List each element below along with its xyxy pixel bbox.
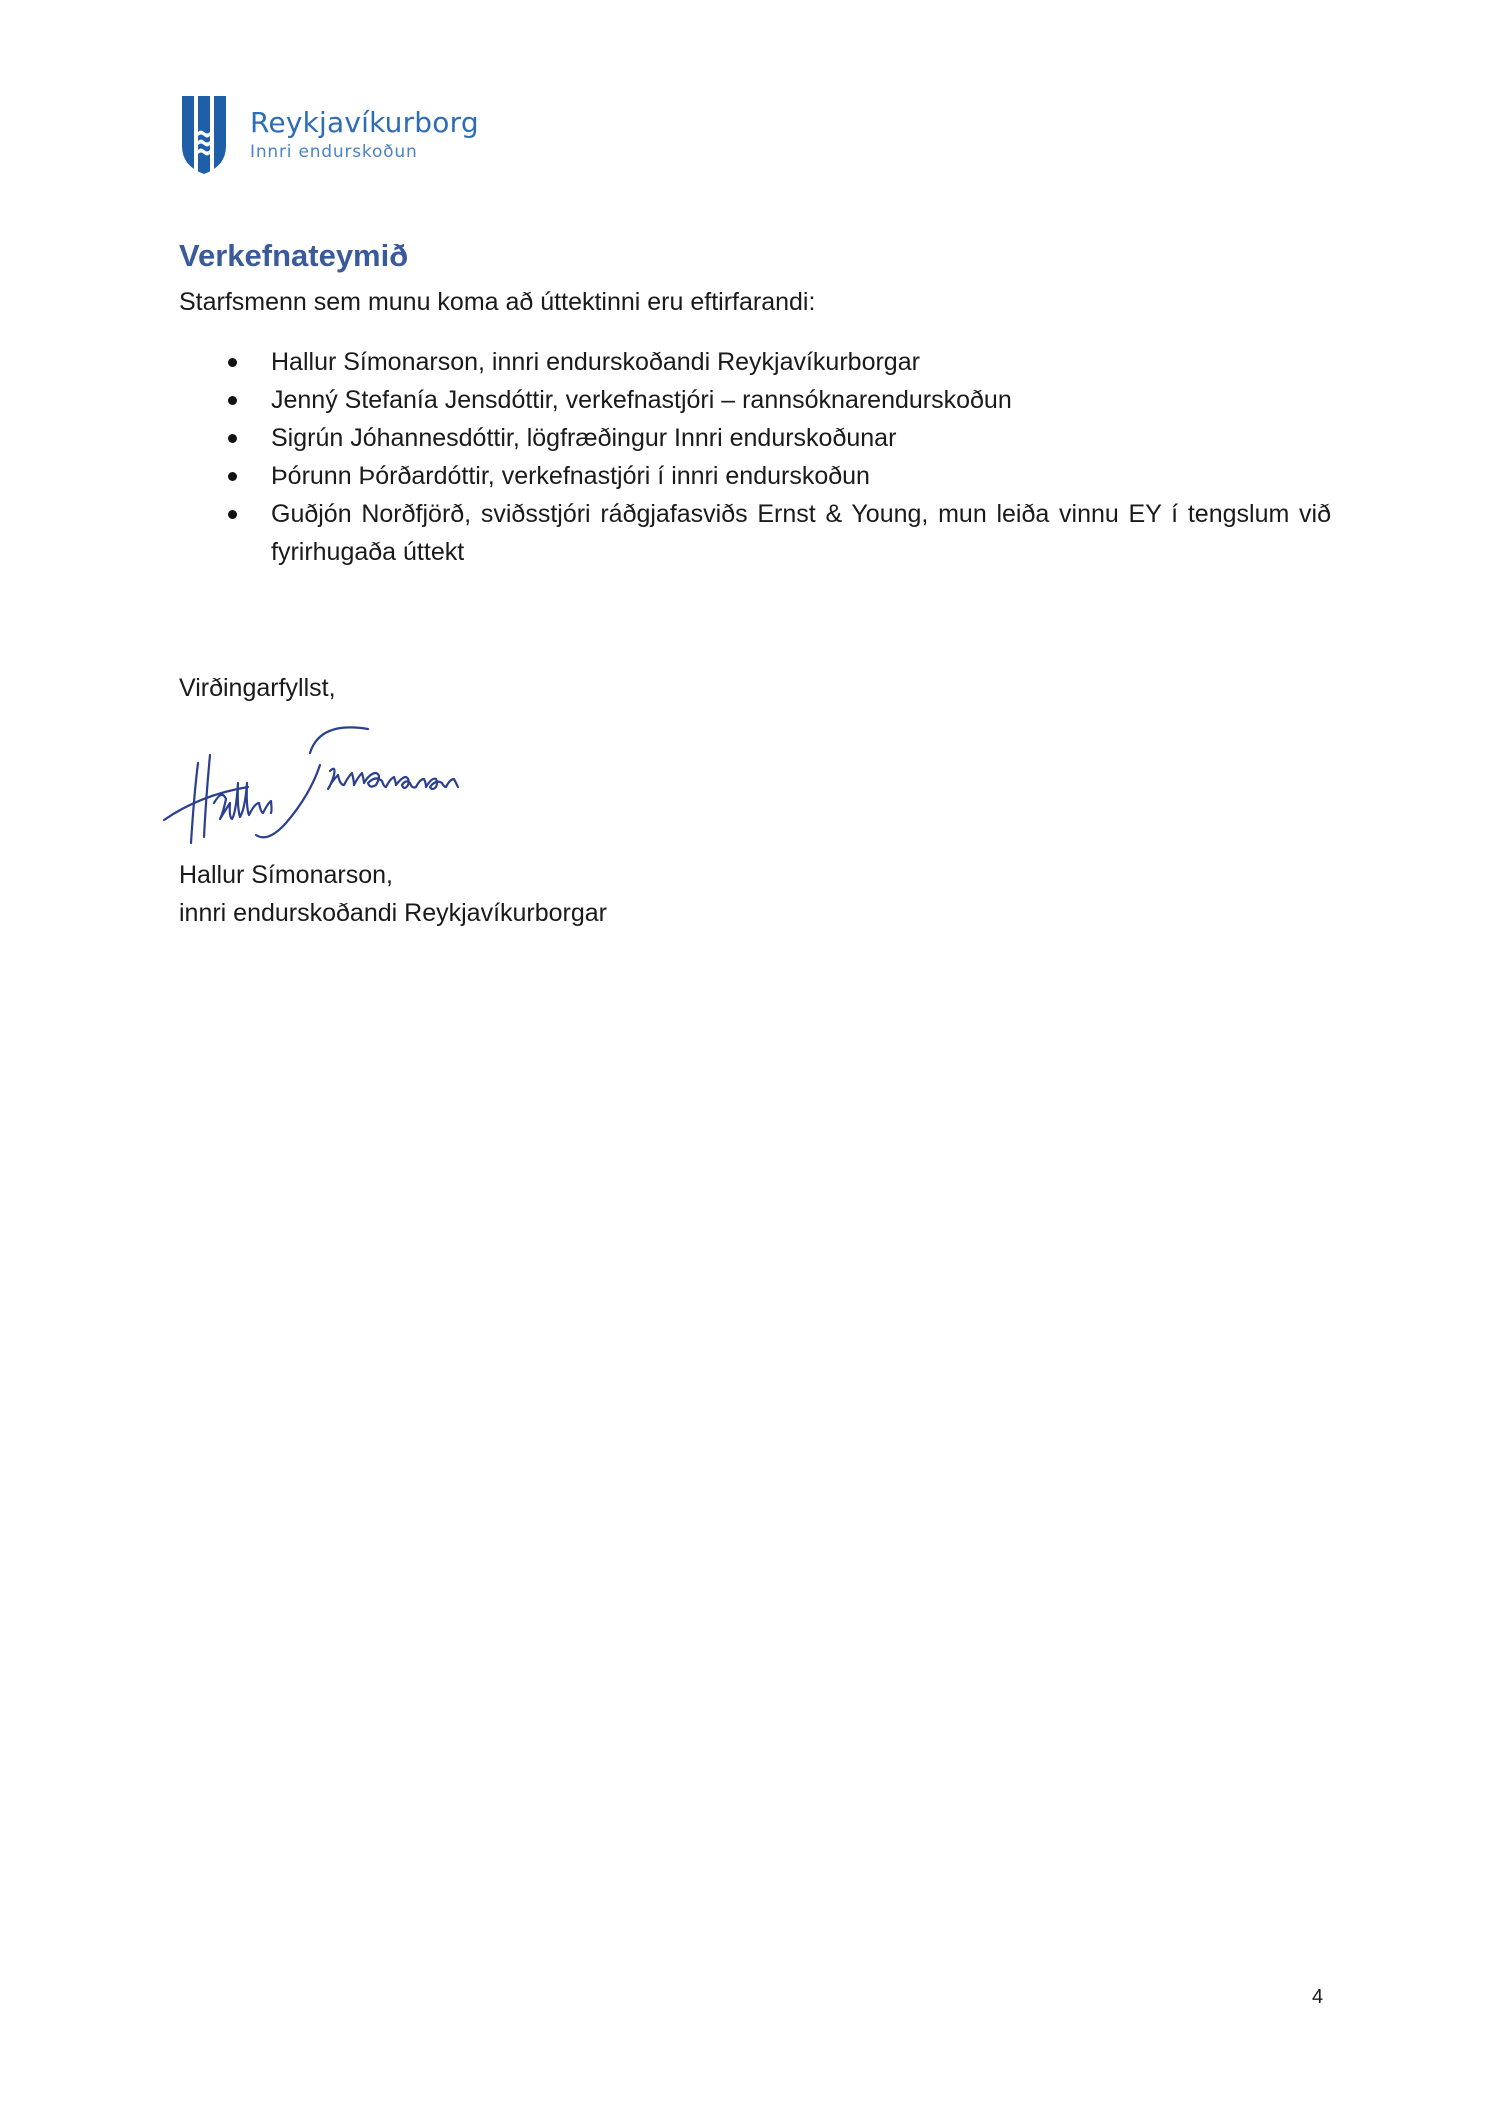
logo-subtitle: Innri endurskoðun [250,142,418,162]
bullet-icon [228,434,237,443]
section-heading: Verkefnateymið [179,238,409,273]
team-member-list [179,343,1331,571]
team-member-text: Guðjón Norðfjörð, sviðsstjóri ráðgjafasviðs Ernst & Young, mun leiða vinnu EY í tengslum við fyrirhugaða úttekt [271,500,1331,566]
team-member-text: Jenný Stefanía Jensdóttir, verkefnastjóri – rannsóknarendurskoðun [271,386,1012,414]
team-member-text: Þórunn Þórðardóttir, verkefnastjóri í innri endurskoðun [271,462,870,490]
signer-title: innri endurskoðandi Reykjavíkurborgar [179,899,608,927]
page-number: 4 [1312,1986,1324,2008]
reykjavik-logo [180,94,479,176]
signer-name: Hallur Símonarson, [179,861,393,889]
team-member-text: Sigrún Jóhannesdóttir, lögfræðingur Innri endurskoðunar [271,424,897,452]
signer-block [179,856,607,932]
team-member-item [179,381,1331,419]
handwritten-signature [160,725,540,850]
intro-text: Starfsmenn sem munu koma að úttektinni eru eftirfarandi: [179,288,816,316]
bullet-icon [228,510,237,519]
team-member-item [179,419,1331,457]
logo-name: Reykjavíkurborg [250,106,479,139]
city-shield-icon [180,94,228,176]
team-member-item [179,495,1331,571]
logo-text [250,107,479,163]
closing-salutation: Virðingarfyllst, [179,674,336,702]
team-member-item [179,343,1331,381]
bullet-icon [228,472,237,481]
bullet-icon [228,396,237,405]
bullet-icon [228,358,237,367]
team-member-text: Hallur Símonarson, innri endurskoðandi Reykjavíkurborgar [271,348,920,376]
team-member-item [179,457,1331,495]
